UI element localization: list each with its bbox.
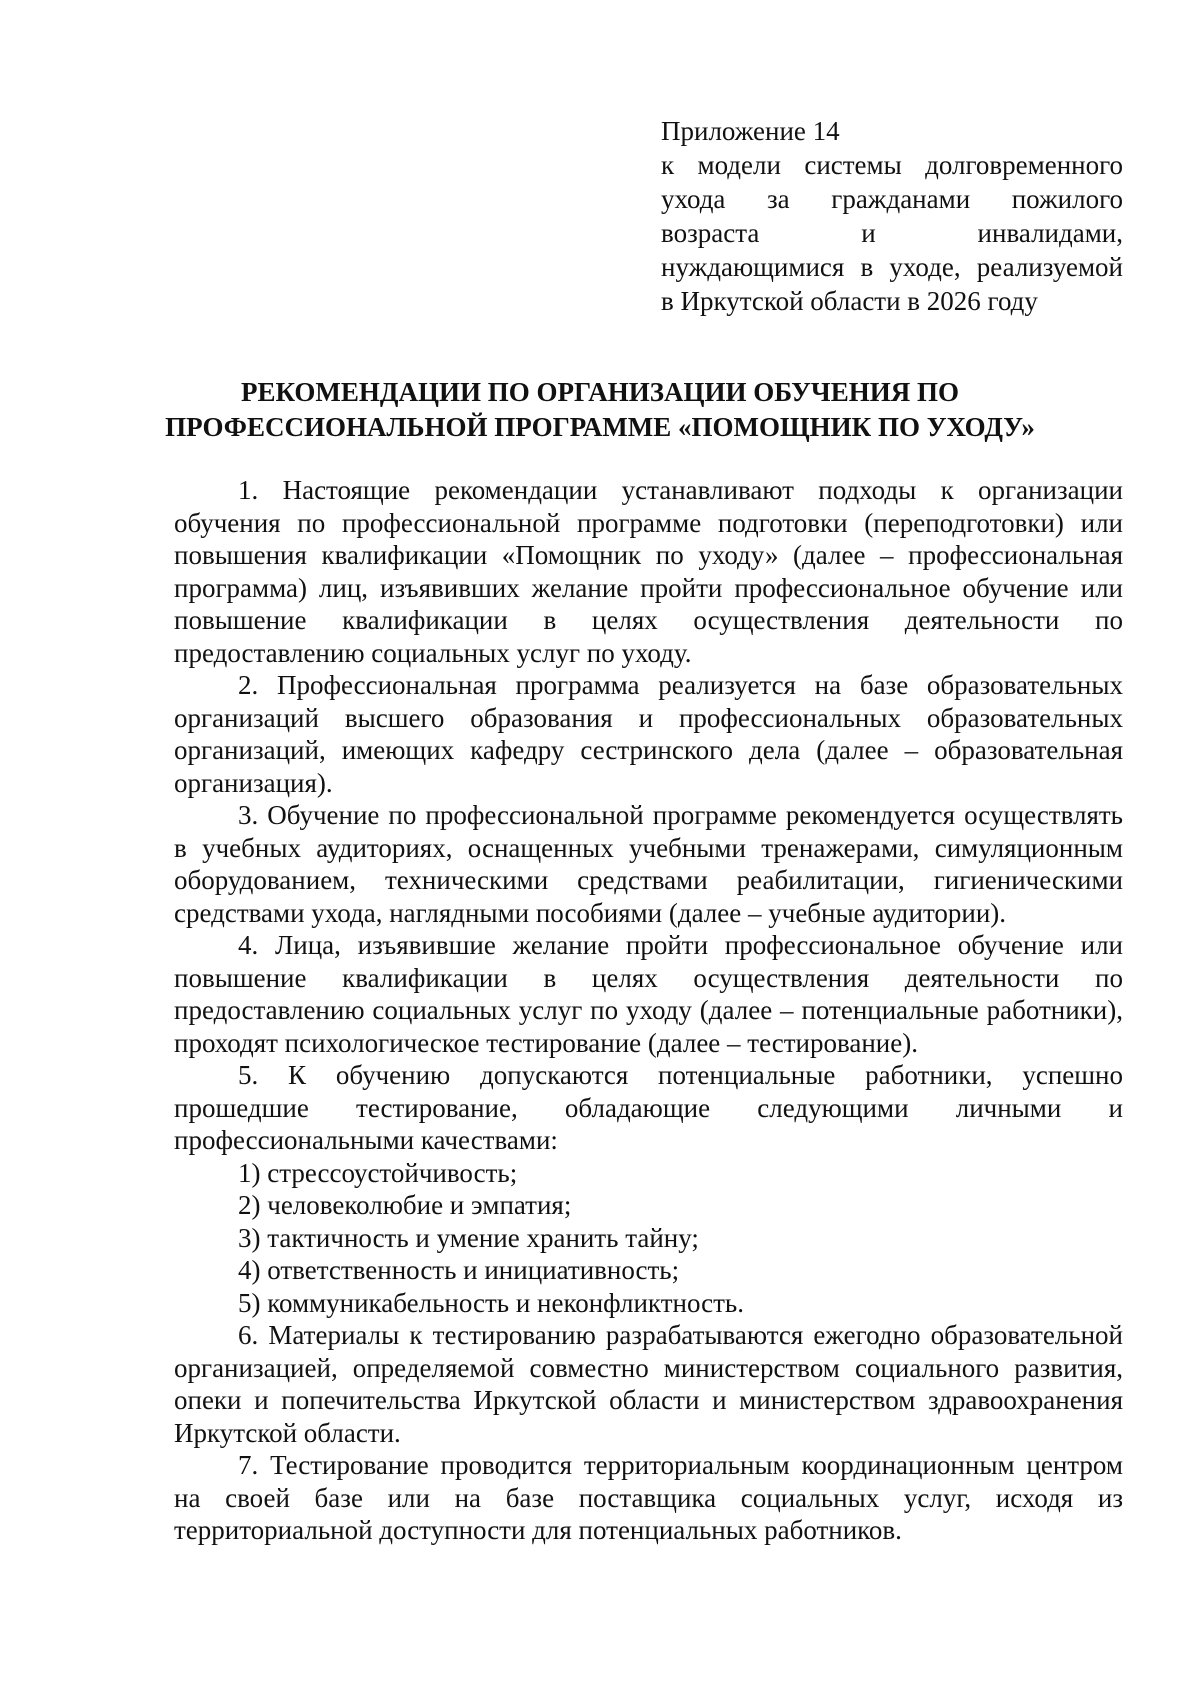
appendix-text-line: возраста и инвалидами, [661,218,1123,248]
document-title [150,375,1050,445]
appendix-text-line: ухода за гражданами пожилого [661,184,1123,214]
quality-list-item: 5) коммуникабельность и неконфликтность. [238,1287,744,1318]
title-line: ПРОФЕССИОНАЛЬНОЙ ПРОГРАММЕ «ПОМОЩНИК ПО УХОДУ» [165,412,1035,442]
quality-list-item: 1) стрессоустойчивость; [238,1157,518,1188]
paragraph-7: 7. Тестирование проводится территориальным координационным центром на своей базе или на базе поставщика социальных услуг, исходя из территориальной доступности для потенциальных работников. [174,1450,1123,1545]
appendix-text-line: в Иркутской области в 2026 году [661,286,1038,316]
appendix-header [661,114,1123,318]
quality-list-item: 2) человеколюбие и эмпатия; [238,1190,572,1220]
title-line: РЕКОМЕНДАЦИИ ПО ОРГАНИЗАЦИИ ОБУЧЕНИЯ ПО [240,377,960,407]
document-body [174,474,1123,1547]
paragraph-3: 3. Обучение по профессиональной программе рекомендуется осуществлять в учебных аудиториях, оснащенных учебными тренажерами, симуляционным оборудованием, техническими средствами реабилитации, гигиеническими средствами ухода, наглядными пособиями (далее – учебные аудитории). [174,800,1123,928]
paragraph-4: 4. Лица, изъявившие желание пройти профессиональное обучение или повышение квалификации в целях осуществления деятельности по предоставлению социальных услуг по уходу (далее – потенциальные работники), проходят психологическое тестирование (далее – тестирование). [174,930,1123,1058]
paragraph-1: 1. Настоящие рекомендации устанавливают подходы к организации обучения по профессиональной программе подготовки (переподготовки) или повышения квалификации «Помощник по уходу» (далее – профессиональная программа) лиц, изъявивших желание пройти профессиональное обучение или повышение квалификации в целях осуществления деятельности по предоставлению социальных услуг по уходу. [174,475,1123,668]
quality-list-item: 4) ответственность и инициативность; [238,1255,680,1285]
appendix-text-line: нуждающимися в уходе, реализуемой [661,252,1123,282]
quality-list-item: 3) тактичность и умение хранить тайну; [238,1222,699,1253]
appendix-text-line: к модели системы долговременного [661,150,1123,180]
paragraph-5: 5. К обучению допускаются потенциальные работники, успешно прошедшие тестирование, обладающие следующими личными и профессиональными качествами: [174,1060,1123,1155]
paragraph-2: 2. Профессиональная программа реализуется на базе образовательных организаций высшего образования и профессиональных образовательных организаций, имеющих кафедру сестринского дела (далее – образовательная организация). [174,670,1123,798]
paragraph-6: 6. Материалы к тестированию разрабатываются ежегодно образовательной организацией, определяемой совместно министерством социального развития, опеки и попечительства Иркутской области и министерством здравоохранения Иркутской области. [174,1320,1123,1448]
appendix-number: Приложение 14 [661,116,840,146]
